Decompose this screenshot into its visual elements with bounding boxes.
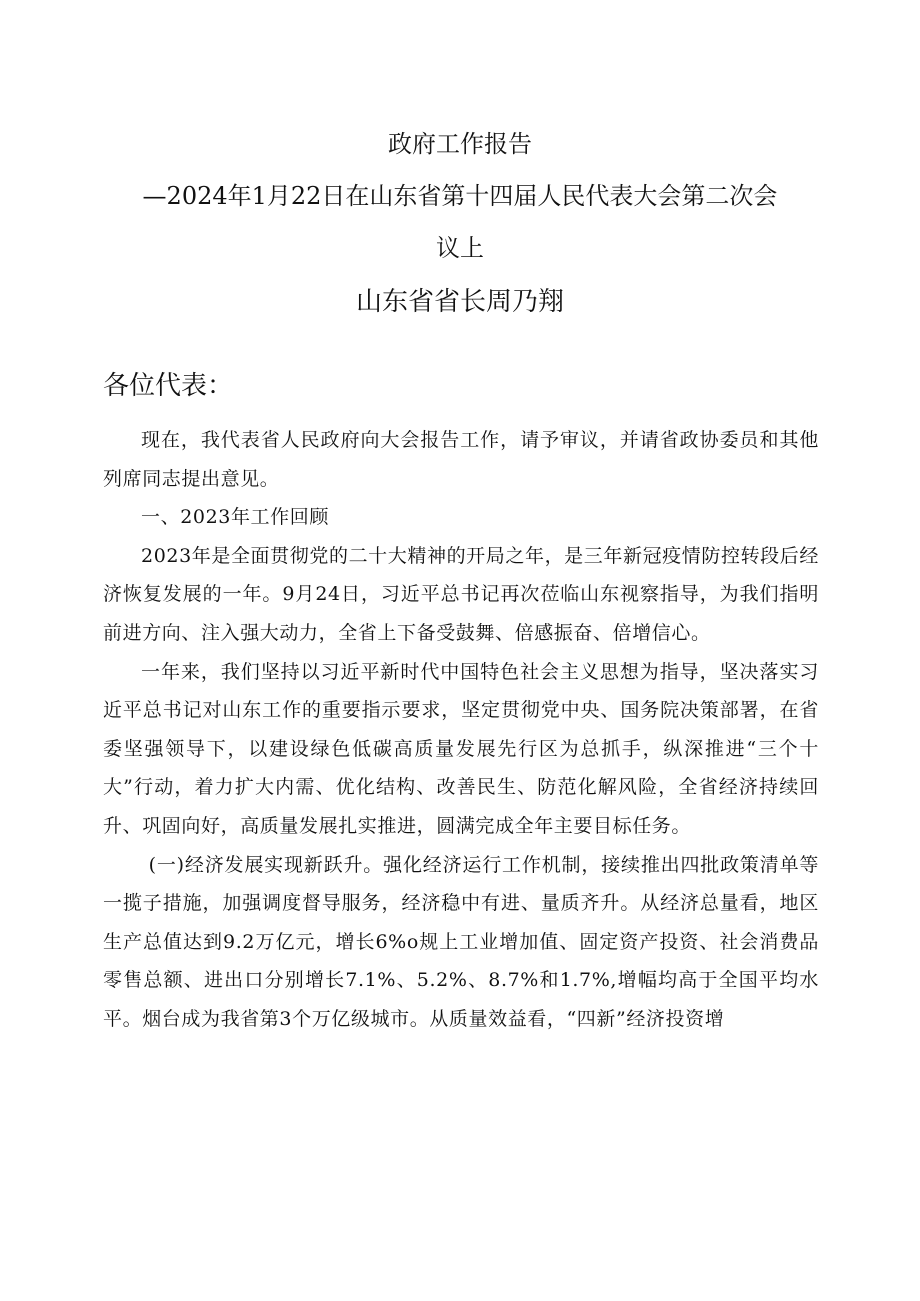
paragraph-year-summary: 一年来，我们坚持以习近平新时代中国特色社会主义思想为指导，坚决落实习近平总书记对山东工作的重要指示要求，坚定贯彻党中央、国务院决策部署，在省委坚强领导下，以建设绿色低碳高质量发展先行区为总抓手，纵深推进“三个十大”行动，着力扩大内需、优化结构、改善民生、防范化解风险，全省经济持续回升、巩固向好，高质量发展扎实推进，圆满完成全年主要目标任务。 [103, 660, 819, 837]
document-subtitle-line-2: 议上 [436, 234, 484, 262]
document-author: 山东省省长周乃翔 [355, 287, 564, 317]
paragraph-intro: 现在，我代表省人民政府向大会报告工作，请予审议，并请省政协委员和其他列席同志提出意见。 [103, 429, 819, 490]
document-subtitle-line-1: —2024年1月22日在山东省第十四届人民代表大会第二次会 [142, 182, 778, 210]
paragraph-2023-overview: 2023年是全面贯彻党的二十大精神的开局之年，是三年新冠疫情防控转段后经济恢复发展的一年。9月24日，习近平总书记再次莅临山东视察指导，为我们指明前进方向、注入强大动力，全省上下备受鼓舞、倍感振奋、倍增信心。 [103, 544, 819, 644]
section-heading-review: 一、2023年工作回顾 [141, 506, 329, 529]
paragraph-economic-development: (一)经济发展实现新跃升。强化经济运行工作机制，接续推出四批政策清单等一揽子措施，加强调度督导服务，经济稳中有进、量质齐升。从经济总量看，地区生产总值达到9.2万亿元，增长6%o规上工业增加值、固定资产投资、社会消费品零售总额、进出口分别增长7.1%、5.2%、8.7%和1.7%,增幅均高于全国平均水平。烟台成为我省第3个万亿级城市。从质量效益看，“四新”经济投资增 [103, 853, 819, 1030]
greeting: 各位代表： [103, 371, 234, 401]
document-title: 政府工作报告 [388, 130, 532, 158]
title-block [0, 118, 920, 328]
body-text [103, 421, 819, 1039]
